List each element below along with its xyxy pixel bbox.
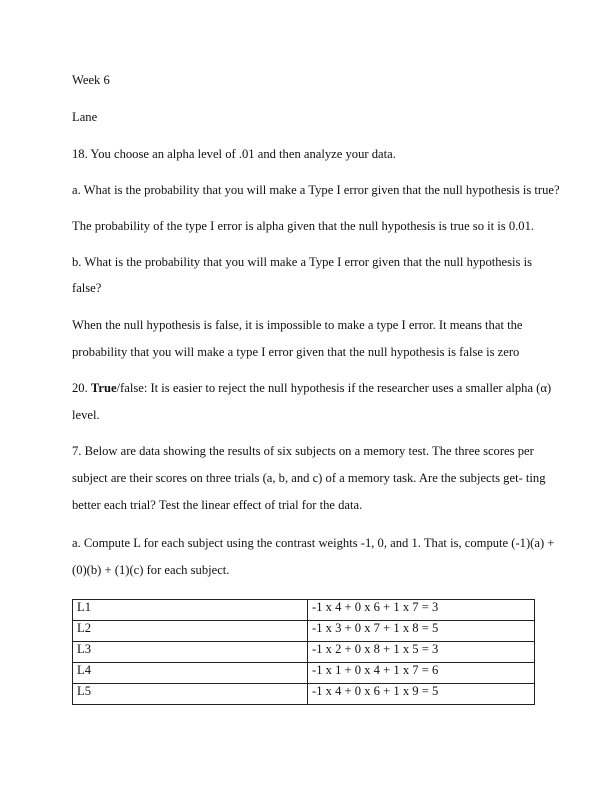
q20-rest: /false: It is easier to reject the null hypothesis if the researcher uses a smaller alpha (α) [116, 381, 552, 395]
row-calculation: -1 x 1 + 0 x 4 + 1 x 7 = 6 [308, 663, 535, 684]
row-calculation: -1 x 3 + 0 x 7 + 1 x 8 = 5 [308, 621, 535, 642]
q18-prompt: 18. You choose an alpha level of .01 and then analyze your data. [72, 147, 396, 161]
table-row [73, 642, 535, 663]
table-row [73, 621, 535, 642]
row-label: L2 [73, 621, 308, 642]
row-calculation: -1 x 2 + 0 x 8 + 1 x 5 = 3 [308, 642, 535, 663]
q7-line1: 7. Below are data showing the results of six subjects on a memory test. The three scores per [72, 444, 534, 458]
row-label: L1 [73, 600, 308, 621]
table-row [73, 684, 535, 705]
row-label: L5 [73, 684, 308, 705]
row-label: L4 [73, 663, 308, 684]
q7a-line1: a. Compute L for each subject using the contrast weights -1, 0, and 1. That is, compute (-1)(a) + [72, 536, 555, 550]
table-row [73, 600, 535, 621]
row-label: L3 [73, 642, 308, 663]
q7-line2: subject are their scores on three trials (a, b, and c) of a memory task. Are the subjects get- ting [72, 471, 546, 485]
contrast-table [72, 599, 535, 705]
q18a-question: a. What is the probability that you will make a Type I error given that the null hypothesis is true? [72, 183, 560, 197]
row-calculation: -1 x 4 + 0 x 6 + 1 x 7 = 3 [308, 600, 535, 621]
q20-number: 20. [72, 381, 91, 395]
q7-line3: better each trial? Test the linear effect of trial for the data. [72, 498, 363, 512]
week-heading: Week 6 [72, 73, 110, 87]
q18a-answer: The probability of the type I error is alpha given that the null hypothesis is true so it is 0.01. [72, 219, 535, 233]
author-name: Lane [72, 110, 98, 124]
q18b-answer-line1: When the null hypothesis is false, it is impossible to make a type I error. It means that the [72, 318, 523, 332]
q20-statement [72, 380, 551, 396]
q18b-question-line1: b. What is the probability that you will make a Type I error given that the null hypothesis is [72, 255, 532, 269]
q18b-question-line2: false? [72, 281, 102, 295]
q20-true-word: True [90, 381, 117, 395]
q20-statement-line2: level. [72, 408, 100, 422]
q18b-answer-line2: probability that you will make a type I error given that the null hypothesis is false is zero [72, 345, 520, 359]
q7a-line2: (0)(b) + (1)(c) for each subject. [72, 563, 230, 577]
row-calculation: -1 x 4 + 0 x 6 + 1 x 9 = 5 [308, 684, 535, 705]
table-row [73, 663, 535, 684]
